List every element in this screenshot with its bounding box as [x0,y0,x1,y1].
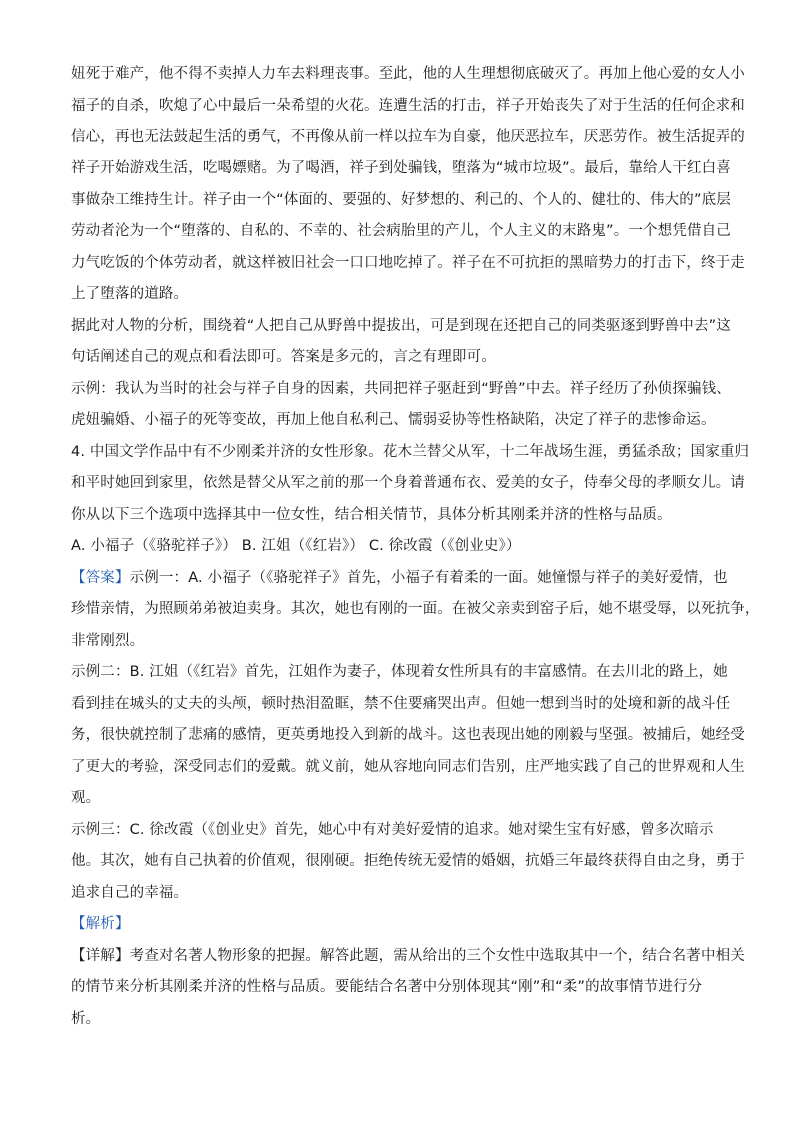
text-line: 追求自己的幸福。 [71,885,189,901]
question-text-line: 和平时她回到家里，依然是替父从军之前的那一个身着普通布衣、爱美的女子，侍奉父母的孝顺女儿。请 [71,475,745,491]
text-line: 示例：我认为当时的社会与祥子自身的因素，共同把祥子驱赶到“野兽”中去。祥子经历了孙侦探骗钱、 [71,381,731,397]
text-line: 看到挂在城头的丈夫的头颅，顿时热泪盈眶，禁不住要痛哭出声。但她一想到当时的处境和新的战斗任 [71,696,731,712]
text-line: 非常刚烈。 [71,633,145,649]
text-line: 上了堕落的道路。 [71,286,189,302]
text-line: 务，很快就控制了悲痛的感情，更英勇地投入到新的战斗。这也表现出她的刚毅与坚强。被捕后，她经受 [71,727,745,743]
options-line: A. 小福子（《骆驼祥子》） B. 江姐（《红岩》） C. 徐改霞（《创业史》） [71,538,521,554]
text-line: 虎妞骗婚、小福子的死等变故，再加上他自私利己、懦弱妥协等性格缺陷，决定了祥子的悲惨命运。 [71,412,716,428]
text-line: 的情节来分析其刚柔并济的性格与品质。要能结合名著中分别体现其“刚”和“柔”的故事情节进行分 [71,979,703,995]
text-line: 劳动者沦为一个“堕落的、自私的、不幸的、社会病胎里的产儿，个人主义的末路鬼”。一个想凭借自己 [71,223,731,239]
text-line: 了更大的考验，深受同志们的爱戴。就义前，她从容地向同志们告别，庄严地实践了自己的世界观和人生 [71,759,745,775]
text-line: 据此对人物的分析，围绕着“人把自己从野兽中提拔出，可是到现在还把自己的同类驱逐到野兽中去”这 [71,318,731,334]
text-line: 他。其次，她有自己执着的价值观，很刚硬。拒绝传统无爱情的婚姻，抗婚三年最终获得自由之身，勇于 [71,853,745,869]
text-line: 析。 [71,1011,101,1027]
detail-line [71,946,745,966]
text-line: 妞死于难产，他不得不卖掉人力车去料理丧事。至此，他的人生理想彻底破灭了。再加上他心爱的女人小 [71,66,745,82]
text-line: 力气吃饭的个体劳动者，就这样被旧社会一口口地吃掉了。祥子在不可抗拒的黑暗势力的打击下，终于走 [71,255,745,271]
question-text-line: 4. 中国文学作品中有不少刚柔并济的女性形象。花木兰替父从军，十二年战场生涯，勇猛杀敌；国家重归 [71,444,750,460]
text-line: 观。 [71,790,101,806]
text-line: 祥子开始游戏生活，吃喝嫖赌。为了喝酒，祥子到处骗钱，堕落为“城市垃圾”。最后，靠给人干红白喜 [71,160,731,176]
text-line: 珍惜亲情，为照顾弟弟被迫卖身。其次，她也有刚的一面。在被父亲卖到窑子后，她不堪受辱，以死抗争， [71,601,760,617]
answer-line [71,568,728,588]
analysis-heading [71,914,130,934]
text-line: 福子的自杀，吹熄了心中最后一朵希望的火花。连遭生活的打击，祥子开始丧失了对于生活的任何企求和 [71,98,745,114]
detail-label: 【详解】 [71,948,130,964]
detail-text: 考查对名著人物形象的把握。解答此题，需从给出的三个女性中选取其中一个，结合名著中相关 [129,948,745,964]
analysis-label: 【解析】 [71,916,130,932]
text-line: 事做杂工维持生计。祥子由一个“体面的、要强的、好梦想的、利己的、个人的、健壮的、伟大的”底层 [71,192,731,208]
question-text-line: 你从以下三个选项中选择其中一位女性，结合相关情节，具体分析其刚柔并济的性格与品质。 [71,507,672,523]
text-line: 句话阐述自己的观点和看法即可。答案是多元的，言之有理即可。 [71,349,496,365]
text-line: 信心，再也无法鼓起生活的勇气，不再像从前一样以拉车为自豪，他厌恶拉车，厌恶劳作。被生活捉弄的 [71,129,745,145]
text-line: 示例三：C. 徐改霞（《创业史》首先，她心中有对美好爱情的追求。她对梁生宝有好感，曾多次暗示 [71,822,714,838]
answer-text: 示例一：A. 小福子（《骆驼祥子》首先，小福子有着柔的一面。她憧憬与祥子的美好爱情，也 [129,570,728,586]
text-line: 示例二：B. 江姐（《红岩》首先，江姐作为妻子，体现着女性所具有的丰富感情。在去川北的路上，她 [71,664,728,680]
answer-label: 【答案】 [71,570,130,586]
